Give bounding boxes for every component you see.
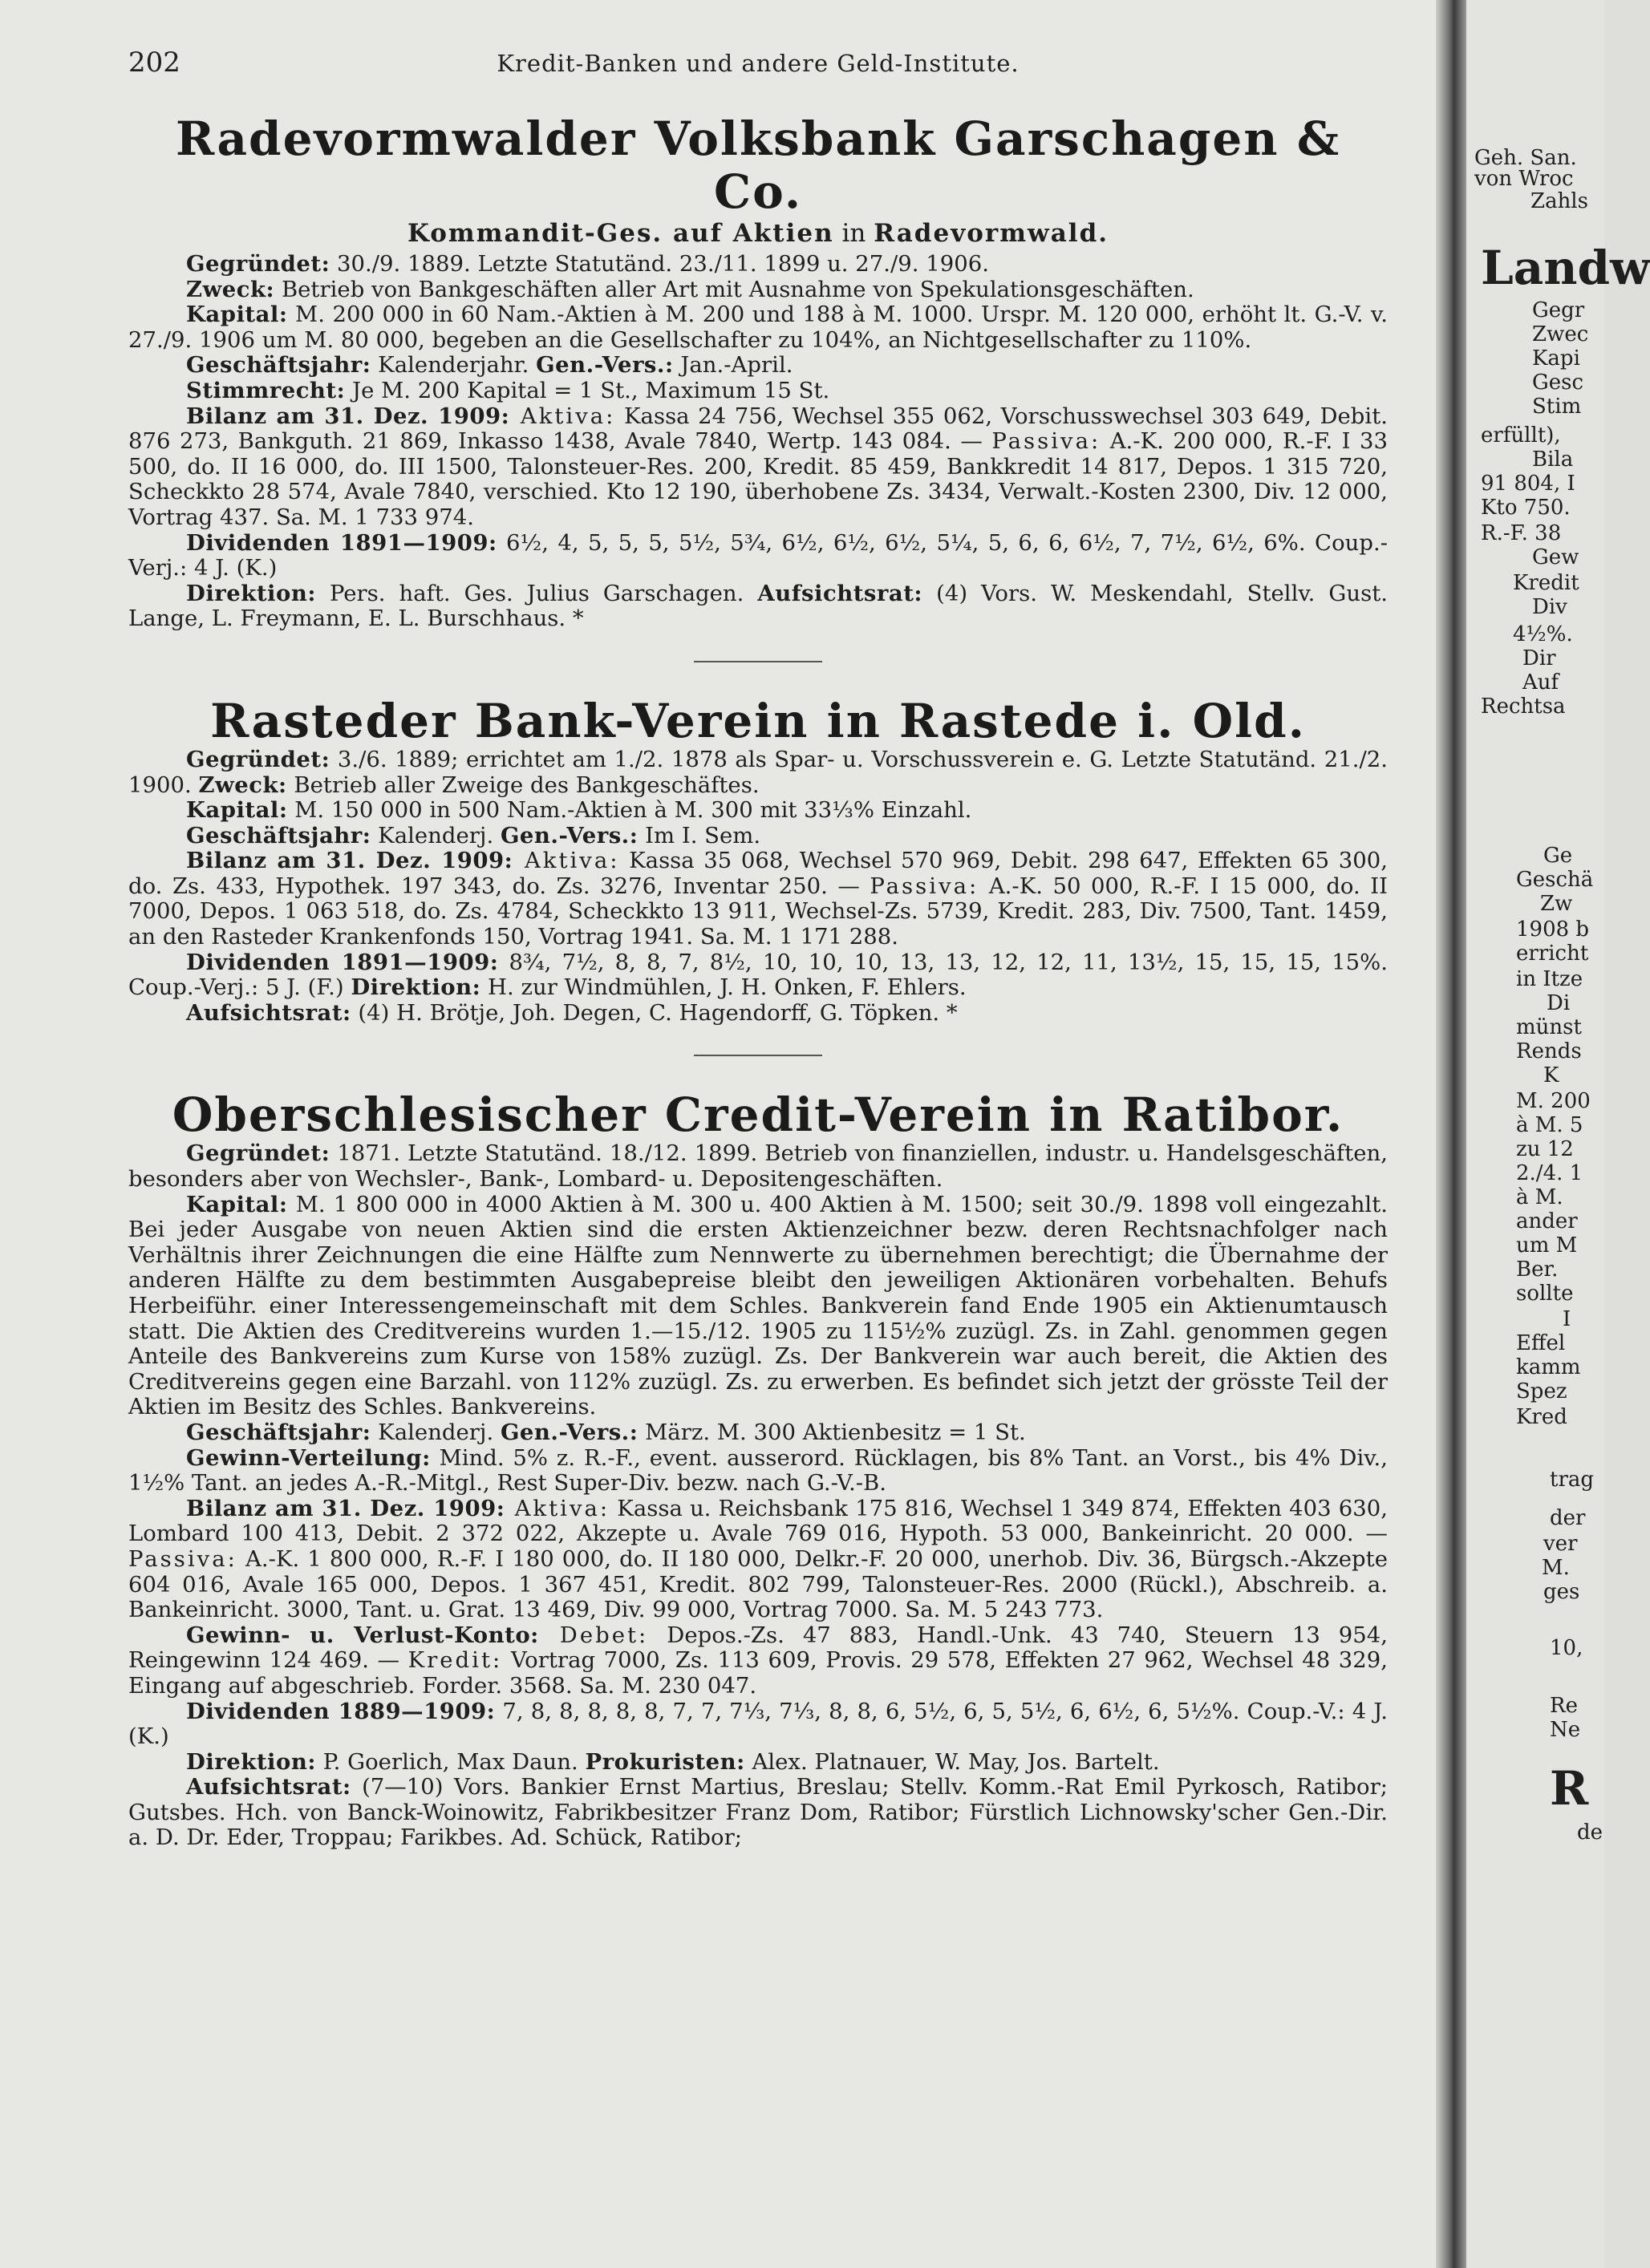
right-page-fragment: R.-F. 38	[1481, 521, 1562, 545]
right-page-fragment: Zahls	[1530, 189, 1588, 213]
right-page-fragment: Auf	[1522, 670, 1559, 695]
right-page-fragment: Gesc	[1532, 371, 1584, 395]
field-label: Aufsichtsrat:	[186, 999, 351, 1026]
field-label: Gegründet:	[186, 1140, 330, 1167]
field-label: Direktion:	[351, 974, 481, 1001]
right-page-fragment: Effel	[1516, 1331, 1566, 1355]
field-text: M. 150 000 in 500 Nam.-Aktien à M. 300 mit 33⅓% Einzahl.	[287, 797, 972, 824]
field-text: Alex. Platnauer, W. May, Jos. Bartelt.	[744, 1748, 1160, 1775]
bank-title: Rasteder Bank-Verein in Rastede i. Old.	[210, 693, 1306, 748]
field-text: Betrieb aller Zweige des Bankgeschäftes.	[286, 772, 760, 798]
field-label: Direktion:	[186, 580, 316, 606]
legal-form: Kommandit-Ges. auf Aktien	[407, 219, 834, 248]
field-label: Stimmrecht:	[186, 377, 346, 403]
field-text: Kassa 24 756, Wechsel 355 062, Vorschusswechsel 303 649, Debit. 876 273, Bankguth. 21 869, Inkasso 1438, Avale 7840, Wertp. 143 084. —	[128, 403, 1388, 455]
right-page-fragment: M. 200	[1516, 1089, 1591, 1113]
right-page-fragment: Bila	[1532, 448, 1574, 472]
right-page-fragment: kamm	[1516, 1355, 1581, 1379]
field-text: Depos.-Zs. 47 883, Handl.-Unk. 43 740, Steuern 13 954, Reingewinn 124 469. —	[128, 1622, 1388, 1674]
entry-paragraph	[128, 824, 1388, 849]
right-page-fragment: 1908 b	[1516, 917, 1590, 942]
field-label: Gen.-Vers.:	[500, 1419, 639, 1445]
body-column	[128, 112, 1388, 1851]
field-label: Prokuristen:	[585, 1748, 745, 1775]
entry-paragraphs	[128, 747, 1388, 1027]
right-page-fragment: ander	[1516, 1209, 1578, 1233]
right-page-fragment: à M.	[1516, 1185, 1563, 1209]
field-label: Dividenden 1891—1909:	[186, 949, 499, 975]
right-page-fragment: Geh. San.	[1474, 146, 1577, 170]
entry-paragraph	[128, 379, 1388, 404]
field-text: Im I. Sem.	[638, 822, 761, 848]
right-page-fragment: Kapi	[1532, 346, 1580, 371]
right-page-fragment: Kto 750.	[1481, 496, 1571, 520]
field-text: Kalenderj.	[371, 1419, 501, 1445]
right-page-fragment: ges	[1543, 1580, 1580, 1604]
right-page-fragment: Kred	[1516, 1405, 1567, 1429]
book-gutter	[1436, 0, 1466, 2268]
field-label: Kapital:	[186, 797, 288, 824]
field-text: Betrieb von Bankgeschäften aller Art mit Ausnahme von Spekulationsgeschäften.	[274, 276, 1194, 302]
field-text: 30./9. 1889. Letzte Statutänd. 23./11. 1899 u. 27./9. 1906.	[330, 251, 989, 277]
field-label: Bilanz am 31. Dez. 1909:	[186, 403, 510, 429]
field-text: 3./6. 1889; errichtet am 1./2. 1878 als Spar- u. Vorschussverein e. G. Letzte Statutänd. 21./2. 1900.	[128, 746, 1388, 798]
field-text: 6½, 4, 5, 5, 5, 5½, 5¾, 6½, 6½, 6½, 5¼, 5, 6, 6, 6½, 7, 7½, 6½, 6%. Coup.-Verj.: 4 J. (K.)	[128, 529, 1388, 581]
entry-paragraph	[128, 252, 1388, 277]
field-text: (4) H. Brötje, Joh. Degen, C. Hagendorff, G. Töpken. *	[351, 999, 958, 1026]
entry-paragraph	[128, 1496, 1388, 1623]
bank-seat: Radevormwald.	[874, 219, 1109, 248]
right-page-fragment: Geschä	[1516, 868, 1594, 892]
field-text: A.-K. 50 000, R.-F. I 15 000, do. II 7000, Depos. 1 063 518, do. Zs. 4784, Scheckkto 13 911, Wechsel-Zs. 5739, Kredit. 283, Div. 7500, Tant. 1459, an den Rasteder Krankenfonds 150, Vortrag 1941. Sa. M. 1 171 288.	[128, 873, 1388, 950]
field-label: Bilanz am 31. Dez. 1909:	[186, 848, 513, 874]
field-text: (4) Vors. W. Meskendahl, Stellv. Gust. Lange, L. Freymann, E. L. Burschhaus. *	[128, 580, 1388, 632]
right-page-fragment: um M	[1516, 1233, 1578, 1258]
entry-paragraph	[128, 1775, 1388, 1851]
right-page-fragment: Ne	[1550, 1718, 1581, 1742]
field-text: P. Goerlich, Max Daun.	[315, 1748, 586, 1775]
bank-entry	[128, 1088, 1388, 1851]
right-page-fragment: zu 12	[1516, 1137, 1574, 1161]
spaced-label: Debet:	[538, 1622, 649, 1648]
entry-paragraphs	[128, 252, 1388, 632]
page-number: 202	[128, 47, 180, 79]
spaced-label: Aktiva:	[513, 848, 620, 874]
entry-paragraph	[128, 353, 1388, 379]
right-page-fragment: Zw	[1540, 892, 1573, 916]
right-page-fragment: Dir	[1522, 646, 1556, 670]
entry-paragraph	[128, 1420, 1388, 1446]
entry-paragraph	[128, 848, 1388, 950]
right-page-fragment: Zwec	[1532, 322, 1589, 346]
right-page-fragment: sollte	[1516, 1282, 1574, 1306]
right-page-fragment: Gew	[1532, 545, 1579, 569]
entry-paragraph	[128, 302, 1388, 353]
field-label: Gegründet:	[186, 251, 330, 277]
right-page-fragment: M.	[1542, 1556, 1570, 1580]
right-page-fragment: Ge	[1543, 844, 1573, 868]
bank-entry	[128, 695, 1388, 1027]
right-page-fragment: 2./4. 1	[1516, 1161, 1583, 1185]
right-page-fragment: erricht	[1516, 942, 1589, 966]
spaced-label: Kredit:	[407, 1647, 503, 1674]
right-page-fragment: Gegr	[1532, 298, 1585, 322]
field-label: Geschäftsjahr:	[186, 1419, 371, 1445]
field-label: Geschäftsjahr:	[186, 822, 371, 848]
spaced-label: Aktiva:	[509, 403, 616, 429]
field-text: (7—10) Vors. Bankier Ernst Martius, Breslau; Stellv. Komm.-Rat Emil Pyrkosch, Ratibor; Gutsbes. Hch. von Banck-Woinowitz, Fabrikbesitzer Franz Dom, Ratibor; Fürstlich Lichnowsky'scher Gen.-Dir. a. D. Dr. Eder, Troppau; Farikbes. Ad. Schück, Ratibor;	[128, 1774, 1388, 1851]
entry-paragraph	[128, 1699, 1388, 1750]
field-label: Gen.-Vers.:	[536, 352, 674, 379]
right-page-fragment: Ber.	[1516, 1258, 1559, 1282]
bank-title: Oberschlesischer Credit-Verein in Ratibor.	[172, 1087, 1344, 1143]
field-text: Pers. haft. Ges. Julius Garschagen.	[315, 580, 758, 606]
right-page-fragment: erfüllt),	[1481, 423, 1561, 448]
entry-paragraph	[128, 950, 1388, 1001]
right-page-cut-off	[1466, 0, 1650, 2268]
section-divider	[694, 661, 822, 662]
subtitle-connector: in	[833, 219, 874, 248]
field-label: Gegründet:	[186, 746, 330, 772]
field-text: Kassa u. Reichsbank 175 816, Wechsel 1 349 874, Effekten 403 630, Lombard 100 413, Debit. 2 372 022, Akzepte u. Avale 769 016, Hypoth. 53 000, Bankeinricht. 20 000. —	[128, 1495, 1388, 1547]
field-text: Mind. 5% z. R.-F., event. ausserord. Rücklagen, bis 8% Tant. an Vorst., bis 4% Div., 1½% Tant. an jedes A.-R.-Mitgl., Rest Super-Div. bezw. nach G.-V.-B.	[128, 1444, 1388, 1496]
field-label: Gen.-Vers.:	[500, 822, 639, 848]
bank-entry	[128, 112, 1388, 632]
field-label: Kapital:	[186, 1191, 288, 1217]
entry-paragraph	[128, 531, 1388, 581]
page-header	[128, 47, 1388, 87]
field-label: Zweck:	[186, 276, 275, 302]
entry-paragraph	[128, 404, 1388, 531]
field-label: Direktion:	[186, 1748, 316, 1775]
entry-paragraph	[128, 277, 1388, 303]
field-label: Gewinn-Verteilung:	[186, 1444, 431, 1471]
right-page-fragment: I	[1563, 1307, 1571, 1331]
field-label: Bilanz am 31. Dez. 1909:	[186, 1495, 505, 1521]
right-page-fragment: Stim	[1532, 395, 1582, 419]
right-page-fragment: der	[1550, 1506, 1586, 1530]
running-head: Kredit-Banken und andere Geld-Institute.	[497, 50, 1020, 77]
field-text: 8¾, 7½, 8, 8, 7, 8½, 10, 10, 10, 13, 13, 12, 12, 11, 13½, 15, 15, 15, 15%. Coup.-Verj.: 5 J. (F.)	[128, 949, 1388, 1001]
spaced-label: Passiva:	[870, 873, 979, 899]
right-page-fragment: Div	[1532, 595, 1567, 619]
spaced-label: Aktiva:	[505, 1495, 610, 1521]
field-label: Aufsichtsrat:	[186, 1774, 351, 1800]
field-label: Aufsichtsrat:	[757, 580, 923, 606]
field-text: März. M. 300 Aktienbesitz = 1 St.	[638, 1419, 1026, 1445]
entry-paragraphs	[128, 1141, 1388, 1851]
right-page-fragment: Re	[1550, 1694, 1578, 1718]
right-page-fragment: Rechtsa	[1481, 695, 1566, 719]
entry-paragraph	[128, 798, 1388, 824]
entry-paragraph	[128, 1623, 1388, 1699]
right-page-fragment: Di	[1547, 991, 1571, 1015]
field-label: Geschäftsjahr:	[186, 352, 371, 379]
field-text: 7, 8, 8, 8, 8, 8, 7, 7, 7⅓, 7⅓, 8, 8, 6, 5½, 6, 5, 5½, 6, 6½, 6, 5½%. Coup.-V.: 4 J. (K.)	[128, 1698, 1388, 1750]
right-page-fragment: Landw	[1481, 241, 1650, 295]
field-label: Dividenden 1891—1909:	[186, 529, 497, 556]
right-page-fragment: trag	[1550, 1468, 1595, 1492]
right-page-fragment: Rends	[1516, 1039, 1582, 1063]
section-divider	[694, 1055, 822, 1056]
bank-subtitle	[128, 218, 1388, 249]
field-label: Dividenden 1889—1909:	[186, 1698, 496, 1724]
field-text: A.-K. 1 800 000, R.-F. I 180 000, do. II 180 000, Delkr.-F. 20 000, unerhob. Div. 36, Bürgsch.-Akzepte 604 016, Avale 165 000, Depos. 1 367 451, Kredit. 802 799, Talonsteuer-Res. 2000 (Rückl.), Abschreib. a. Bankeinricht. 3000, Tant. u. Grat. 13 469, Div. 99 000, Vortrag 7000. Sa. M. 5 243 773.	[128, 1545, 1388, 1623]
right-page-fragment: à M. 5	[1516, 1113, 1583, 1137]
field-text: Kalenderj.	[371, 822, 501, 848]
field-text: 1871. Letzte Statutänd. 18./12. 1899. Betrieb von finanziellen, industr. u. Handelsgeschäften, besonders aber von Wechsler-, Bank-, Lombard- u. Depositengeschäften.	[128, 1140, 1388, 1193]
right-page-fragment: 91 804, I	[1481, 472, 1575, 496]
field-text: M. 200 000 in 60 Nam.-Aktien à M. 200 und 188 à M. 1000. Urspr. M. 120 000, erhöht lt. G.-V. v. 27./9. 1906 um M. 80 000, begeben an die Gesellschafter zu 104%, an Nichtgesellschafter zu 110%.	[128, 302, 1388, 353]
bank-title: Radevormwalder Volksbank Garschagen & Co.	[175, 111, 1341, 219]
field-text: H. zur Windmühlen, J. H. Onken, F. Ehlers.	[480, 974, 967, 1001]
entry-paragraph	[128, 1193, 1388, 1420]
field-label: Gewinn- u. Verlust-Konto:	[186, 1622, 539, 1648]
right-page-fragment: münst	[1516, 1015, 1582, 1039]
right-page-fragment: R	[1550, 1761, 1589, 1816]
right-page-fragment: in Itze	[1516, 967, 1583, 991]
field-text: M. 1 800 000 in 4000 Aktien à M. 300 u. 400 Aktien à M. 1500; seit 30./9. 1898 voll eingezahlt. Bei jeder Ausgabe von neuen Aktien sind die ersten Aktienzeichner bezw. deren Rechtsnachfolger nach Verhältnis ihrer Zeichnungen die eine Hälfte zum Nennwerte zu übernehmen berechtigt; die Übernahme der anderen Hälfte zu dem bestimmten Ausgabepreise bleibt den jeweiligen Aktionären vorbehalten. Behufs Herbeiführ. einer Interessengemeinschaft mit dem Schles. Bankverein fand Ende 1905 ein Aktienumtausch statt. Die Aktien des Creditvereins wurden 1.—15./12. 1905 zu 115½% zuzügl. Zs. in Zahl. genommen gegen Anteile des Bankvereins zum Kurse von 158% zuzügl. Zs. Der Bankverein war auch bereit, die Aktien des Creditvereins gegen eine Barzahl. von 112% zuzügl. Zs. zu erwerben. Es befindet sich jetzt der grösste Teil der Aktien im Besitz des Schles. Bankvereins.	[128, 1191, 1388, 1420]
spaced-label: Passiva:	[991, 428, 1101, 455]
entry-paragraph	[128, 747, 1388, 798]
right-page-fragment: 10,	[1550, 1636, 1583, 1660]
field-text: Vortrag 7000, Zs. 113 609, Provis. 29 578, Effekten 27 962, Wechsel 48 329, Eingang auf abgeschrieb. Forder. 3568. Sa. M. 230 047.	[128, 1647, 1389, 1699]
right-page-fragment: von Wroc	[1474, 167, 1574, 191]
entry-paragraph	[128, 1141, 1388, 1192]
entry-paragraph	[128, 1001, 1388, 1027]
field-text: A.-K. 200 000, R.-F. I 33 500, do. II 16 000, do. III 1500, Talonsteuer-Res. 200, Kredit. 85 459, Bankkredit 14 817, Depos. 1 315 720, Scheckkto 28 574, Avale 7840, verschied. Kto 12 190, überhobene Zs. 3434, Verwalt.-Kosten 2300, Div. 12 000, Vortrag 437. Sa. M. 1 733 974.	[128, 428, 1388, 530]
entry-paragraph	[128, 1446, 1388, 1496]
field-label: Kapital:	[186, 302, 288, 328]
field-text: Je M. 200 Kapital = 1 St., Maximum 15 St.	[345, 377, 830, 403]
field-label: Zweck:	[198, 772, 287, 798]
right-page-fragment: Spez	[1516, 1379, 1567, 1403]
field-text: Kassa 35 068, Wechsel 570 969, Debit. 298 647, Effekten 65 300, do. Zs. 433, Hypothek. 197 343, do. Zs. 3276, Inventar 250. —	[128, 848, 1388, 899]
right-page-fragment: de	[1577, 1820, 1603, 1845]
field-text: Jan.-April.	[673, 352, 793, 379]
right-page-fragment: Kredit	[1513, 571, 1579, 595]
right-page-fragment: K	[1543, 1063, 1559, 1087]
right-page-fragment: 4½%.	[1513, 622, 1573, 646]
entry-paragraph	[128, 581, 1388, 632]
field-text: Kalenderjahr.	[371, 352, 537, 379]
right-page-fragment: ver	[1543, 1532, 1578, 1556]
spaced-label: Passiva:	[128, 1545, 237, 1572]
entry-paragraph	[128, 1750, 1388, 1776]
